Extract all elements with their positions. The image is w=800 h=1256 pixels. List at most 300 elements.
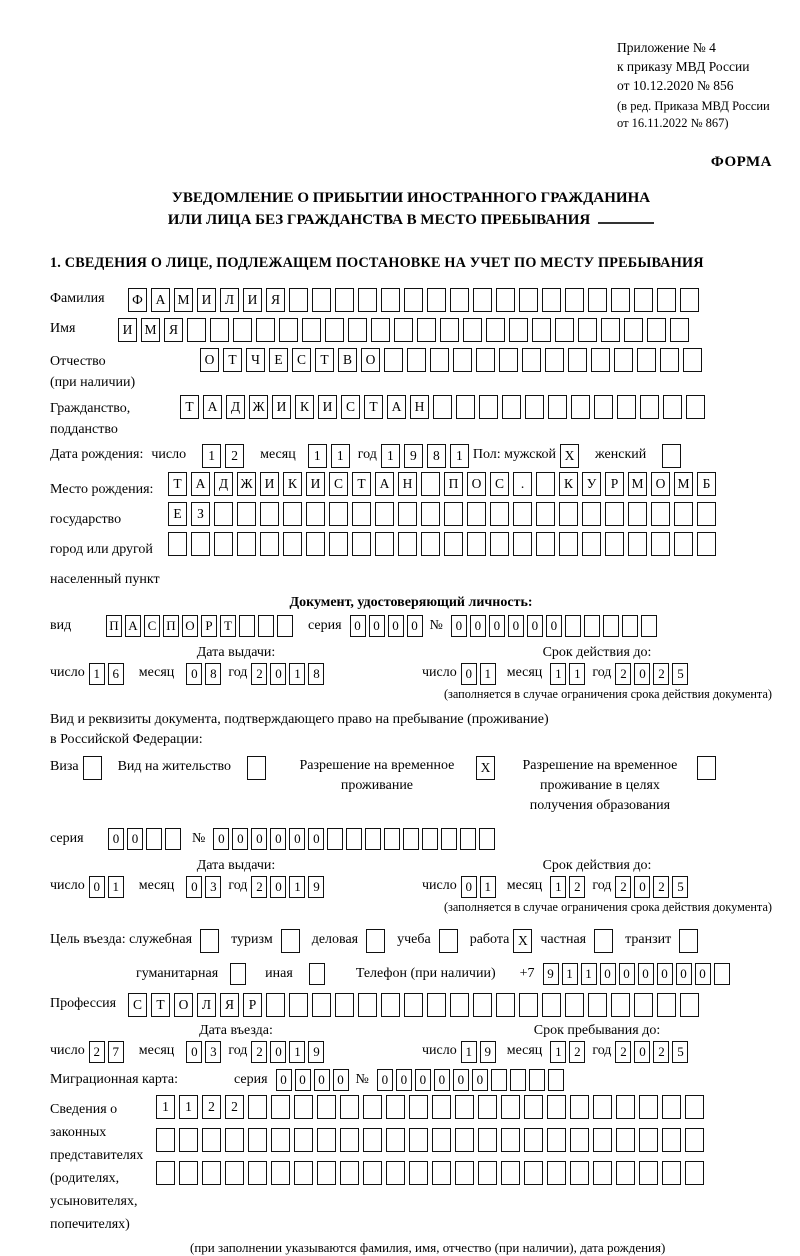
char-box[interactable] [593, 1128, 612, 1152]
char-box[interactable] [628, 502, 647, 526]
char-box[interactable]: Р [243, 993, 262, 1017]
char-box[interactable]: 0 [108, 828, 124, 850]
char-box[interactable] [524, 1128, 543, 1152]
char-box[interactable]: Д [226, 395, 245, 419]
char-box[interactable] [490, 502, 509, 526]
char-box[interactable] [616, 1128, 635, 1152]
char-box[interactable] [444, 532, 463, 556]
char-box[interactable] [593, 1161, 612, 1185]
char-box[interactable] [601, 318, 620, 342]
doc2-valid-day-boxes[interactable] [461, 876, 499, 898]
char-box[interactable] [312, 993, 331, 1017]
char-box[interactable]: 2 [251, 876, 267, 898]
char-box[interactable]: 2 [569, 876, 585, 898]
char-box[interactable] [239, 615, 255, 637]
char-box[interactable] [427, 288, 446, 312]
char-box[interactable]: П [163, 615, 179, 637]
char-box[interactable] [536, 532, 555, 556]
reps-row1-boxes[interactable] [156, 1095, 708, 1119]
char-box[interactable]: И [318, 395, 337, 419]
char-box[interactable] [670, 318, 689, 342]
char-box[interactable] [478, 1128, 497, 1152]
char-box[interactable]: 0 [127, 828, 143, 850]
char-box[interactable] [165, 828, 181, 850]
char-box[interactable] [674, 502, 693, 526]
char-box[interactable] [637, 348, 656, 372]
char-box[interactable] [479, 828, 495, 850]
mk-number-boxes[interactable] [377, 1069, 567, 1091]
char-box[interactable]: 1 [550, 663, 566, 685]
char-box[interactable] [568, 348, 587, 372]
char-box[interactable] [386, 1161, 405, 1185]
char-box[interactable] [605, 532, 624, 556]
char-box[interactable] [317, 1128, 336, 1152]
char-box[interactable] [325, 318, 344, 342]
char-box[interactable] [524, 1161, 543, 1185]
char-box[interactable] [366, 929, 385, 953]
char-box[interactable]: К [559, 472, 578, 496]
char-box[interactable]: 0 [276, 1069, 292, 1091]
char-box[interactable] [329, 502, 348, 526]
char-box[interactable]: И [118, 318, 137, 342]
char-box[interactable] [611, 288, 630, 312]
char-box[interactable] [358, 993, 377, 1017]
char-box[interactable] [584, 615, 600, 637]
char-box[interactable] [398, 502, 417, 526]
char-box[interactable]: М [141, 318, 160, 342]
char-box[interactable] [548, 1069, 564, 1091]
char-box[interactable]: Т [151, 993, 170, 1017]
char-box[interactable] [394, 318, 413, 342]
char-box[interactable] [432, 1095, 451, 1119]
char-box[interactable]: 9 [308, 876, 324, 898]
doc2-issue-year-boxes[interactable] [251, 876, 327, 898]
char-box[interactable]: Л [220, 288, 239, 312]
char-box[interactable]: 8 [308, 663, 324, 685]
birth-month-boxes[interactable] [308, 444, 354, 468]
char-box[interactable]: 1 [581, 963, 597, 985]
char-box[interactable] [685, 1161, 704, 1185]
char-box[interactable]: 9 [404, 444, 423, 468]
char-box[interactable]: 0 [186, 1041, 202, 1063]
char-box[interactable]: 9 [543, 963, 559, 985]
char-box[interactable] [478, 1095, 497, 1119]
name-boxes[interactable] [118, 318, 693, 342]
char-box[interactable]: Б [697, 472, 716, 496]
sex-male-checkbox[interactable] [560, 444, 583, 468]
char-box[interactable]: 1 [308, 444, 327, 468]
surname-boxes[interactable] [128, 288, 703, 312]
birthplace-row2-boxes[interactable] [168, 502, 720, 526]
entry-day-boxes[interactable] [89, 1041, 127, 1063]
char-box[interactable]: 0 [634, 663, 650, 685]
char-box[interactable]: Я [266, 288, 285, 312]
private-checkbox[interactable] [594, 929, 617, 953]
char-box[interactable] [510, 1069, 526, 1091]
char-box[interactable] [479, 395, 498, 419]
char-box[interactable]: 2 [225, 444, 244, 468]
char-box[interactable]: Ж [249, 395, 268, 419]
char-box[interactable]: 9 [308, 1041, 324, 1063]
sex-female-checkbox[interactable] [662, 444, 685, 468]
char-box[interactable]: 1 [450, 444, 469, 468]
char-box[interactable] [559, 532, 578, 556]
char-box[interactable]: С [292, 348, 311, 372]
char-box[interactable] [501, 1095, 520, 1119]
phone-boxes[interactable] [543, 963, 733, 985]
char-box[interactable] [421, 502, 440, 526]
char-box[interactable] [279, 318, 298, 342]
char-box[interactable] [591, 348, 610, 372]
char-box[interactable]: Я [220, 993, 239, 1017]
char-box[interactable]: 0 [508, 615, 524, 637]
char-box[interactable]: 0 [270, 828, 286, 850]
char-box[interactable] [202, 1161, 221, 1185]
char-box[interactable] [179, 1128, 198, 1152]
char-box[interactable]: 5 [672, 876, 688, 898]
char-box[interactable] [460, 828, 476, 850]
char-box[interactable]: Т [352, 472, 371, 496]
char-box[interactable]: 0 [295, 1069, 311, 1091]
char-box[interactable] [547, 1161, 566, 1185]
char-box[interactable] [674, 532, 693, 556]
char-box[interactable]: 2 [89, 1041, 105, 1063]
char-box[interactable]: О [174, 993, 193, 1017]
char-box[interactable]: 1 [179, 1095, 198, 1119]
char-box[interactable] [260, 502, 279, 526]
char-box[interactable]: Т [180, 395, 199, 419]
char-box[interactable] [455, 1161, 474, 1185]
transit-checkbox[interactable] [679, 929, 702, 953]
char-box[interactable] [450, 288, 469, 312]
char-box[interactable]: 0 [333, 1069, 349, 1091]
char-box[interactable] [283, 532, 302, 556]
char-box[interactable] [491, 1069, 507, 1091]
char-box[interactable]: 2 [225, 1095, 244, 1119]
char-box[interactable]: . [513, 472, 532, 496]
char-box[interactable]: И [197, 288, 216, 312]
other-checkbox[interactable] [309, 963, 328, 985]
char-box[interactable]: 0 [377, 1069, 393, 1091]
char-box[interactable]: 1 [550, 876, 566, 898]
char-box[interactable] [439, 929, 458, 953]
char-box[interactable] [156, 1161, 175, 1185]
char-box[interactable] [499, 348, 518, 372]
char-box[interactable]: П [444, 472, 463, 496]
profession-boxes[interactable] [128, 993, 703, 1017]
char-box[interactable] [306, 502, 325, 526]
char-box[interactable]: 0 [270, 876, 286, 898]
citizenship-boxes[interactable] [180, 395, 709, 419]
char-box[interactable] [657, 288, 676, 312]
char-box[interactable] [509, 318, 528, 342]
birth-day-boxes[interactable] [202, 444, 248, 468]
char-box[interactable]: 0 [308, 828, 324, 850]
doc-valid-day-boxes[interactable] [461, 663, 499, 685]
char-box[interactable]: 0 [527, 615, 543, 637]
char-box[interactable]: К [295, 395, 314, 419]
char-box[interactable] [312, 288, 331, 312]
char-box[interactable]: Н [398, 472, 417, 496]
char-box[interactable]: 1 [562, 963, 578, 985]
char-box[interactable] [258, 615, 274, 637]
char-box[interactable]: А [375, 472, 394, 496]
char-box[interactable] [358, 288, 377, 312]
char-box[interactable] [404, 288, 423, 312]
char-box[interactable] [467, 532, 486, 556]
char-box[interactable]: 0 [213, 828, 229, 850]
char-box[interactable] [417, 318, 436, 342]
char-box[interactable] [384, 348, 403, 372]
char-box[interactable]: 0 [638, 963, 654, 985]
char-box[interactable] [352, 532, 371, 556]
char-box[interactable]: А [125, 615, 141, 637]
char-box[interactable]: У [582, 472, 601, 496]
doc-series-boxes[interactable] [350, 615, 426, 637]
char-box[interactable]: 0 [270, 663, 286, 685]
business-checkbox[interactable] [366, 929, 389, 953]
char-box[interactable]: Д [214, 472, 233, 496]
doc-issue-year-boxes[interactable] [251, 663, 327, 685]
char-box[interactable] [536, 502, 555, 526]
char-box[interactable] [266, 993, 285, 1017]
char-box[interactable] [214, 532, 233, 556]
char-box[interactable]: 2 [653, 663, 669, 685]
birthplace-row3-boxes[interactable] [168, 532, 720, 556]
char-box[interactable] [409, 1161, 428, 1185]
char-box[interactable] [277, 615, 293, 637]
char-box[interactable]: 1 [156, 1095, 175, 1119]
doc2-number-boxes[interactable] [213, 828, 498, 850]
char-box[interactable] [547, 1128, 566, 1152]
char-box[interactable] [421, 472, 440, 496]
char-box[interactable]: Т [220, 615, 236, 637]
char-box[interactable]: 0 [634, 1041, 650, 1063]
char-box[interactable] [660, 348, 679, 372]
char-box[interactable]: X [476, 756, 495, 780]
char-box[interactable] [714, 963, 730, 985]
char-box[interactable]: А [203, 395, 222, 419]
char-box[interactable]: 0 [600, 963, 616, 985]
char-box[interactable]: Р [201, 615, 217, 637]
char-box[interactable]: 0 [634, 876, 650, 898]
char-box[interactable] [594, 929, 613, 953]
birth-year-boxes[interactable] [381, 444, 473, 468]
char-box[interactable] [657, 993, 676, 1017]
char-box[interactable] [476, 348, 495, 372]
char-box[interactable] [473, 288, 492, 312]
char-box[interactable] [248, 1161, 267, 1185]
char-box[interactable] [335, 288, 354, 312]
char-box[interactable] [570, 1095, 589, 1119]
char-box[interactable] [513, 532, 532, 556]
char-box[interactable] [306, 532, 325, 556]
char-box[interactable] [647, 318, 666, 342]
char-box[interactable] [555, 318, 574, 342]
char-box[interactable] [548, 395, 567, 419]
char-box[interactable]: 8 [427, 444, 446, 468]
char-box[interactable] [603, 615, 619, 637]
doc2-issue-day-boxes[interactable] [89, 876, 127, 898]
char-box[interactable] [522, 348, 541, 372]
char-box[interactable]: И [260, 472, 279, 496]
birthplace-row1-boxes[interactable] [168, 472, 720, 496]
char-box[interactable]: 0 [232, 828, 248, 850]
char-box[interactable] [289, 993, 308, 1017]
char-box[interactable] [200, 929, 219, 953]
char-box[interactable] [168, 532, 187, 556]
char-box[interactable] [496, 993, 515, 1017]
char-box[interactable] [679, 929, 698, 953]
char-box[interactable] [381, 993, 400, 1017]
char-box[interactable] [662, 1128, 681, 1152]
char-box[interactable]: 0 [415, 1069, 431, 1091]
char-box[interactable] [427, 993, 446, 1017]
char-box[interactable] [363, 1128, 382, 1152]
char-box[interactable] [289, 288, 308, 312]
char-box[interactable] [685, 1128, 704, 1152]
char-box[interactable] [651, 532, 670, 556]
char-box[interactable] [271, 1128, 290, 1152]
char-box[interactable] [260, 532, 279, 556]
char-box[interactable] [187, 318, 206, 342]
char-box[interactable]: Ч [246, 348, 265, 372]
char-box[interactable]: 0 [695, 963, 711, 985]
char-box[interactable] [686, 395, 705, 419]
char-box[interactable] [340, 1128, 359, 1152]
char-box[interactable] [398, 532, 417, 556]
char-box[interactable] [444, 502, 463, 526]
humanitarian-checkbox[interactable] [230, 963, 249, 985]
visa-checkbox[interactable] [83, 756, 106, 780]
char-box[interactable] [496, 288, 515, 312]
char-box[interactable] [697, 532, 716, 556]
char-box[interactable] [547, 1095, 566, 1119]
char-box[interactable] [441, 828, 457, 850]
char-box[interactable]: 2 [653, 876, 669, 898]
patronymic-boxes[interactable] [200, 348, 706, 372]
char-box[interactable]: О [361, 348, 380, 372]
char-box[interactable]: Е [269, 348, 288, 372]
char-box[interactable]: Р [605, 472, 624, 496]
char-box[interactable] [271, 1095, 290, 1119]
char-box[interactable] [225, 1128, 244, 1152]
char-box[interactable]: Е [168, 502, 187, 526]
char-box[interactable] [611, 993, 630, 1017]
char-box[interactable] [634, 288, 653, 312]
char-box[interactable] [605, 502, 624, 526]
char-box[interactable]: 0 [388, 615, 404, 637]
char-box[interactable] [156, 1128, 175, 1152]
char-box[interactable] [237, 532, 256, 556]
char-box[interactable] [432, 1128, 451, 1152]
char-box[interactable]: П [106, 615, 122, 637]
char-box[interactable] [639, 1128, 658, 1152]
char-box[interactable] [578, 318, 597, 342]
doc2-series-boxes[interactable] [108, 828, 184, 850]
char-box[interactable]: 0 [314, 1069, 330, 1091]
char-box[interactable] [283, 502, 302, 526]
char-box[interactable]: 1 [289, 876, 305, 898]
char-box[interactable]: 0 [619, 963, 635, 985]
char-box[interactable]: 2 [615, 1041, 631, 1063]
char-box[interactable]: 2 [251, 663, 267, 685]
char-box[interactable] [327, 828, 343, 850]
doc2-valid-month-boxes[interactable] [550, 876, 588, 898]
char-box[interactable]: О [200, 348, 219, 372]
char-box[interactable]: 2 [569, 1041, 585, 1063]
char-box[interactable] [524, 1095, 543, 1119]
char-box[interactable] [191, 532, 210, 556]
char-box[interactable] [233, 318, 252, 342]
char-box[interactable] [146, 828, 162, 850]
char-box[interactable]: 5 [672, 1041, 688, 1063]
char-box[interactable]: 0 [461, 663, 477, 685]
char-box[interactable]: 1 [550, 1041, 566, 1063]
doc-issue-day-boxes[interactable] [89, 663, 127, 685]
char-box[interactable]: 2 [615, 876, 631, 898]
char-box[interactable] [248, 1095, 267, 1119]
entry-month-boxes[interactable] [186, 1041, 224, 1063]
char-box[interactable]: 0 [186, 663, 202, 685]
char-box[interactable] [622, 615, 638, 637]
reps-row3-boxes[interactable] [156, 1161, 708, 1185]
doc2-valid-year-boxes[interactable] [615, 876, 691, 898]
study-checkbox[interactable] [439, 929, 462, 953]
char-box[interactable] [486, 318, 505, 342]
char-box[interactable] [640, 395, 659, 419]
doc2-issue-month-boxes[interactable] [186, 876, 224, 898]
char-box[interactable] [404, 993, 423, 1017]
char-box[interactable]: 0 [461, 876, 477, 898]
char-box[interactable] [588, 288, 607, 312]
char-box[interactable]: 9 [480, 1041, 496, 1063]
char-box[interactable] [565, 288, 584, 312]
char-box[interactable]: 0 [369, 615, 385, 637]
char-box[interactable] [450, 993, 469, 1017]
char-box[interactable]: 1 [89, 663, 105, 685]
char-box[interactable] [453, 348, 472, 372]
char-box[interactable] [683, 348, 702, 372]
stay-year-boxes[interactable] [615, 1041, 691, 1063]
char-box[interactable] [513, 502, 532, 526]
char-box[interactable]: С [144, 615, 160, 637]
rvp-edu-checkbox[interactable] [697, 756, 720, 780]
char-box[interactable]: А [387, 395, 406, 419]
char-box[interactable] [616, 1095, 635, 1119]
char-box[interactable]: 2 [202, 1095, 221, 1119]
char-box[interactable]: 0 [186, 876, 202, 898]
char-box[interactable]: X [513, 929, 532, 953]
char-box[interactable] [502, 395, 521, 419]
char-box[interactable] [403, 828, 419, 850]
char-box[interactable] [430, 348, 449, 372]
char-box[interactable]: О [467, 472, 486, 496]
char-box[interactable]: 0 [350, 615, 366, 637]
char-box[interactable] [433, 395, 452, 419]
char-box[interactable]: И [306, 472, 325, 496]
char-box[interactable] [525, 395, 544, 419]
doc-issue-month-boxes[interactable] [186, 663, 224, 685]
char-box[interactable] [83, 756, 102, 780]
char-box[interactable] [317, 1095, 336, 1119]
char-box[interactable] [529, 1069, 545, 1091]
char-box[interactable] [463, 318, 482, 342]
char-box[interactable] [381, 288, 400, 312]
char-box[interactable]: 0 [472, 1069, 488, 1091]
char-box[interactable] [594, 395, 613, 419]
char-box[interactable] [317, 1161, 336, 1185]
